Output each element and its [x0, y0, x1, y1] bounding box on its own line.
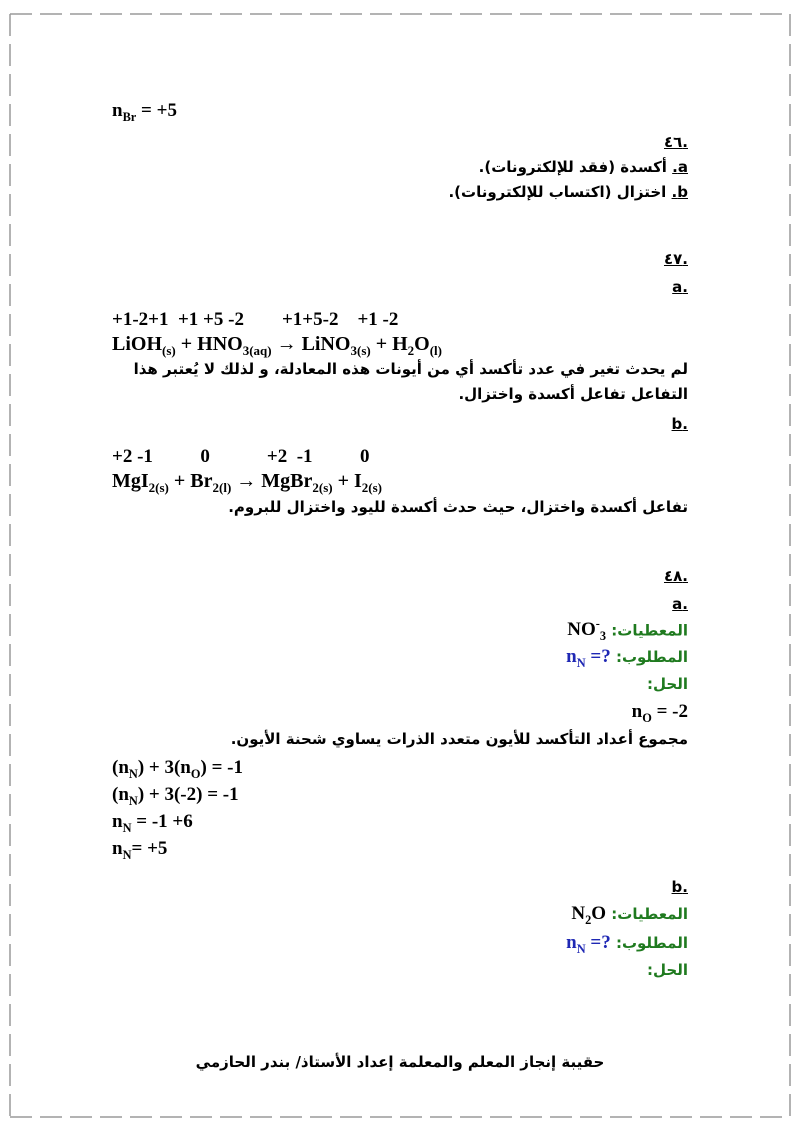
q47-b-letter: .b [671, 415, 688, 433]
q48-b-solution-label: الحل: [647, 961, 688, 979]
page-content [112, 0, 688, 1131]
q46-item-a: a. أكسدة (فقد للإلكترونات). [478, 158, 688, 176]
q47-b-oxidation-states: +2 -1 0 +2 -1 0 [112, 446, 370, 467]
q48-a-step-2: $(n_N) + 3(-2) = -1$ [112, 784, 239, 808]
question-48-number: .٤٨ [663, 567, 688, 585]
q48-a-step-3: $n_N = -1 +6$ [112, 811, 193, 835]
q48-a-solution-label: الحل: [647, 675, 688, 693]
given-label: المعطيات: [611, 621, 688, 640]
q48-a-rule: مجموع أعداد التأكسد للأيون متعدد الذرات يساوي شحنة الأيون. [230, 730, 688, 748]
q46-item-b: b. اختزال (اكتساب للإلكترونات). [448, 183, 688, 201]
q47-a-oxidation-states: +1-2+1 +1 +5 -2 +1+5-2 +1 -2 [112, 309, 399, 330]
q48-a-given: المعطيات: $NO^-_3$ [567, 617, 688, 644]
q47-a-letter: .a [672, 278, 688, 296]
q48-b-given: المعطيات: $N_2O$ [571, 903, 688, 927]
q47-a-explanation-1: لم يحدث تغير في عدد تأكسد أي من أيونات هذه المعادلة، و لذلك لا يُعتبر هذا [133, 360, 688, 378]
top-nbr: $n_{Br} = +5$ [112, 100, 177, 124]
q46-b-letter: b. [671, 183, 688, 201]
q48-a-required: المطلوب: $n_N$ =? [566, 646, 688, 670]
question-46-number: .٤٦ [663, 133, 688, 151]
q47-b-explanation: تفاعل أكسدة واختزال، حيث حدث أكسدة لليود واختزال للبروم. [228, 498, 688, 516]
q48-a-step-4: $n_N= +5$ [112, 838, 168, 862]
question-47-number: .٤٧ [663, 250, 688, 268]
q47-a-explanation-2: التفاعل تفاعل أكسدة واختزال. [458, 385, 688, 403]
q47-b-equation: $MgI_{2(s)} + Br_{2(l)}$ → MgBr$_{2(s)}$ + $I_{2(s)}$ [112, 470, 383, 495]
q48-b-letter: .b [671, 878, 688, 896]
required-label: المطلوب: [615, 648, 688, 666]
q48-a-letter: .a [672, 595, 688, 613]
page-footer: حقيبة إنجاز المعلم والمعلمة إعداد الأستاذ/ بندر الحازمي [195, 1053, 605, 1071]
q46-a-letter: a. [672, 158, 688, 176]
q48-a-no-value: $n_O = -2$ [631, 701, 688, 725]
q47-a-equation: LiOH$_{(s)}$ + $HNO_{3(aq)}$ → LiNO$_{3(s)}$ + $H_2O_{(l)}$ [112, 333, 442, 358]
q48-b-required: المطلوب: $n_N$ =? [566, 932, 688, 956]
q48-a-step-1: $(n_N) + 3(n_O) = -1$ [112, 757, 243, 781]
